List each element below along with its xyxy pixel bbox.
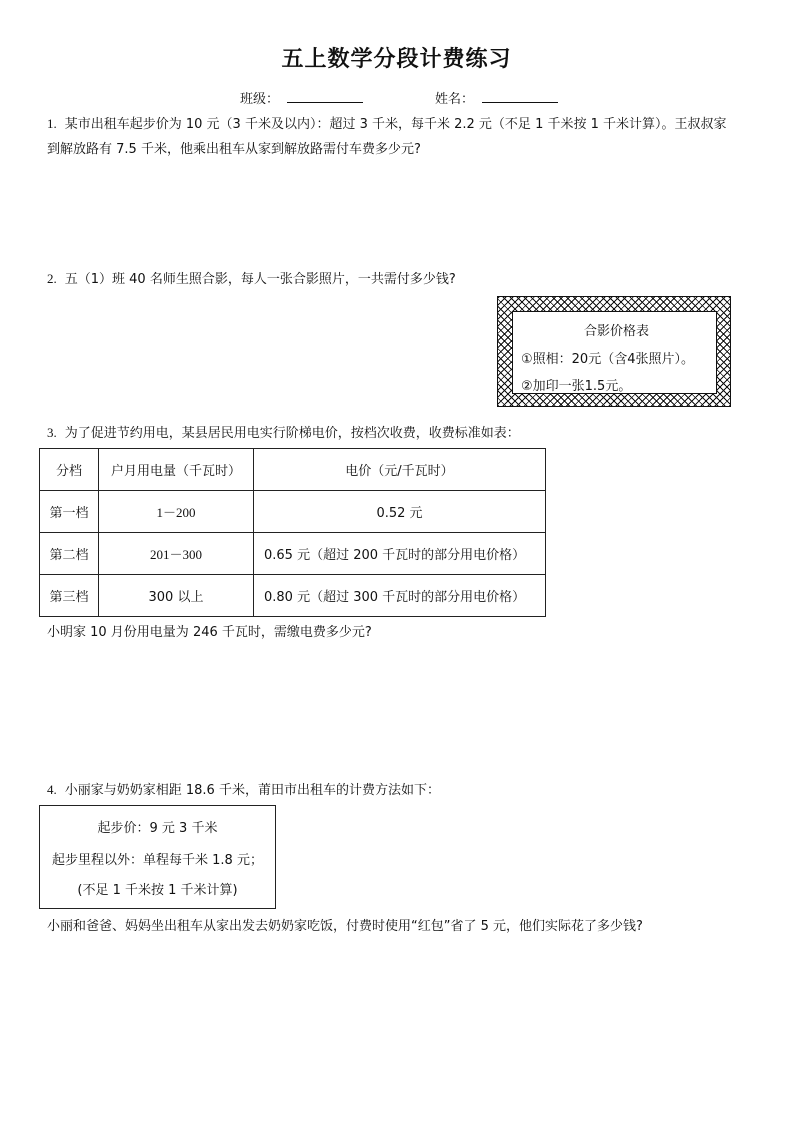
question-number: 4. xyxy=(47,782,57,797)
table-cell: 第一档 xyxy=(40,491,99,533)
table-row xyxy=(40,491,546,533)
question-number: 3. xyxy=(47,425,57,440)
table-cell: 0.65 元（超过 200 千瓦时的部分用电价格） xyxy=(254,533,546,575)
table-cell: 1－200 xyxy=(99,491,254,533)
question-1-line-2: 到解放路有 7.5 千米，他乘出租车从家到解放路需付车费多少元? xyxy=(47,142,421,157)
class-field xyxy=(240,88,363,107)
photo-price-box-inner xyxy=(512,311,717,394)
table-header: 分档 xyxy=(40,449,99,491)
question-number: 1. xyxy=(47,116,57,131)
table-header: 电价（元/千瓦时） xyxy=(254,449,546,491)
table-cell: 201－300 xyxy=(99,533,254,575)
question-1 xyxy=(47,111,747,137)
taxi-fare-box xyxy=(39,805,276,909)
table-header: 户月用电量（千瓦时） xyxy=(99,449,254,491)
fare-box-line-1: 起步价：9 元 3 千米 xyxy=(97,821,218,836)
table-header-row xyxy=(40,449,546,491)
table-cell: 0.52 元 xyxy=(254,491,546,533)
table-cell: 300 以上 xyxy=(99,575,254,617)
price-box-line-1: ①照相：20元（含4张照片）。 xyxy=(521,352,694,367)
photo-price-box xyxy=(497,296,731,407)
table-row xyxy=(40,575,546,617)
name-label: 姓名： xyxy=(435,92,475,107)
question-2 xyxy=(47,266,747,292)
name-field xyxy=(435,88,558,107)
class-label: 班级： xyxy=(240,92,280,107)
table-cell: 第三档 xyxy=(40,575,99,617)
question-3-followup: 小明家 10 月份用电量为 246 千瓦时，需缴电费多少元? xyxy=(47,625,372,640)
electricity-price-table xyxy=(39,448,546,617)
name-blank[interactable] xyxy=(482,90,558,103)
price-box-title: 合影价格表 xyxy=(583,324,649,339)
question-3 xyxy=(47,420,747,446)
table-cell: 第二档 xyxy=(40,533,99,575)
question-number: 2. xyxy=(47,271,57,286)
question-4 xyxy=(47,777,747,803)
class-blank[interactable] xyxy=(287,90,363,103)
price-box-line-2: ②加印一张1.5元。 xyxy=(521,379,632,394)
fare-box-line-3: (不足 1 千米按 1 千米计算) xyxy=(77,883,238,898)
table-cell: 0.80 元（超过 300 千瓦时的部分用电价格） xyxy=(254,575,546,617)
question-3-text: 为了促进节约用电，某县居民用电实行阶梯电价，按档次收费，收费标准如表： xyxy=(64,426,520,441)
question-2-text: 五（1）班 40 名师生照合影，每人一张合影照片，一共需付多少钱? xyxy=(64,272,456,287)
fare-box-line-2: 起步里程以外：单程每千米 1.8 元； xyxy=(52,853,263,868)
question-4-text: 小丽家与奶奶家相距 18.6 千米，莆田市出租车的计费方法如下： xyxy=(64,783,440,798)
page-title: 五上数学分段计费练习 xyxy=(281,47,512,72)
question-1-line-1: 1. 某市出租车起步价为 10 元（3 千米及以内）：超过 3 千米，每千米 2.2 元（不足 1 千米按 1 千米计算）。王叔叔家 xyxy=(47,116,727,132)
table-row xyxy=(40,533,546,575)
question-4-followup: 小丽和爸爸、妈妈坐出租车从家出发去奶奶家吃饭，付费时使用“红包”省了 5 元，他们实际花了多少钱? xyxy=(47,919,643,934)
